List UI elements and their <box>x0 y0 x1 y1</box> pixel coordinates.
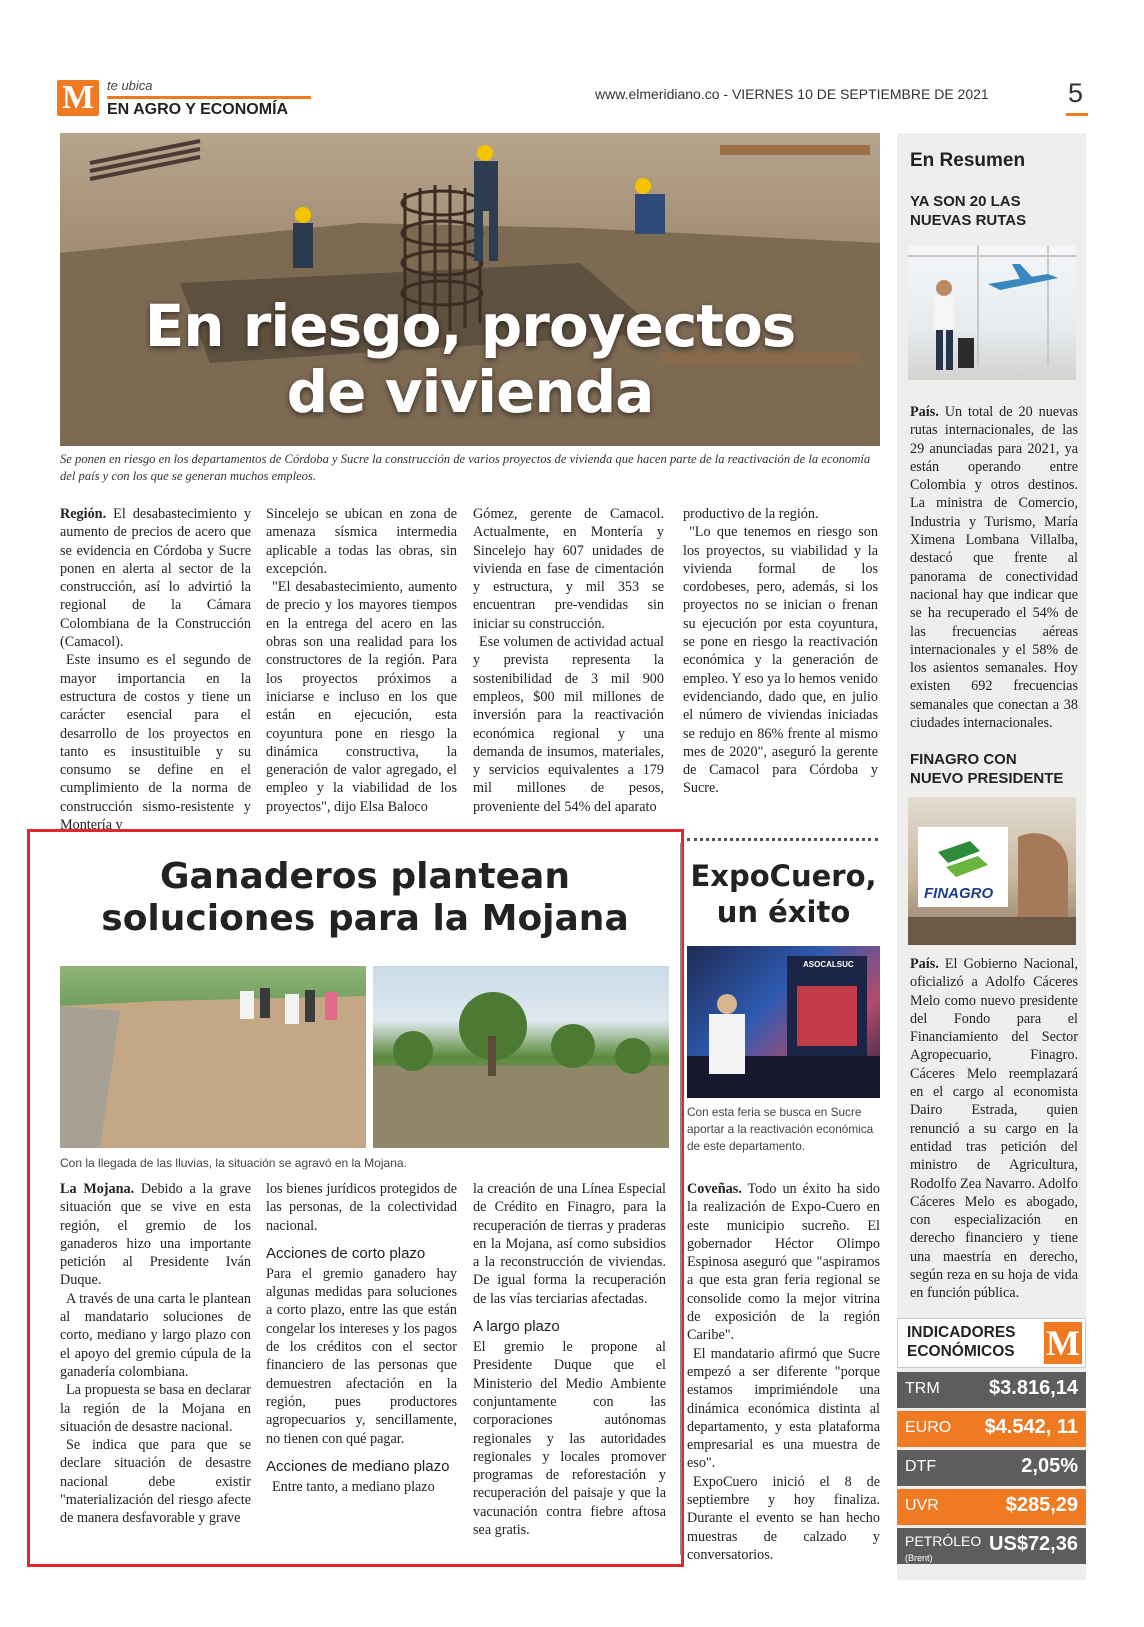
indicator-value: $4.542, 11 <box>984 1416 1078 1438</box>
sidebar-item1-headline-line2: NUEVAS RUTAS <box>910 212 1027 229</box>
indicators-logo: M <box>1044 1322 1082 1364</box>
page-number-rule <box>1066 113 1088 116</box>
lead-photo-caption: Se ponen en riesgo en los departamentos de Córdoba y Sucre la construcción de varios proyectos de vivienda que hacen parte de la reactivación de la economía del país y con los que se generan muchos empleos. <box>60 452 871 483</box>
lead-column-2 <box>266 505 457 816</box>
indicator-value: 2,05% <box>1021 1455 1078 1477</box>
indicator-row-euro <box>897 1411 1086 1447</box>
section-title: EN AGRO Y ECONOMÍA <box>107 101 289 118</box>
expocuero-column <box>687 1180 880 1564</box>
lead-column-4 <box>683 505 878 798</box>
indicators-title <box>907 1323 1016 1361</box>
sidebar-item2-headline-line2: NUEVO PRESIDENTE <box>910 770 1064 787</box>
lead-column-3 <box>473 505 664 816</box>
sidebar-title: En Resumen <box>910 150 1026 171</box>
lead-col3-p1: Gómez, gerente de Camacol. Actualmente, en Montería y Sincelejo hay 607 unidades de vivienda en fase de cimentación y estructura, y mil 353 se encuentran pre-vendidas sin iniciar su construcción. <box>473 506 664 632</box>
mojana-col1-p1: Debido a la grave situación que se vive en esta región, el gremio de los ganaderos hizo una importante petición al Presidente Iván Duque. <box>60 1181 252 1289</box>
sidebar-item1-body <box>910 403 1078 732</box>
lead-col3-p2: Ese volumen de actividad actual y prevista representa la sostenibilidad de 3 mil 900 empleos, $00 mil millones de inversión para la reactivación económica regional y una demanda de insumos, materiales, y servicios equivalentes a 179 mil millones de pesos, proveniente del 54% del aparato <box>473 634 664 815</box>
indicator-value: US$72,36 <box>989 1533 1078 1555</box>
lead-headline <box>60 293 880 425</box>
indicator-label: UVR <box>905 1497 939 1514</box>
lead-col4-p2: "Lo que tenemos en riesgo son los proyectos, su viabilidad y la vivienda formal de los cordobeses, pero, además, si los proyectos no se inician o frenan su ejecución por esta coyuntura, se pone en riesgo la reactivación económica y la generación de empleo. Y eso ya lo hemos venido evidenciando, dado que, en julio el número de viviendas iniciadas se redujo en 86% frente al mismo mes de 2020", aseguró la gerente de Camacol para Córdoba y Sucre. <box>683 524 878 797</box>
newspaper-logo: M <box>57 80 99 116</box>
sidebar-item1-headline <box>910 192 1026 230</box>
riverbank-people-photo <box>60 966 366 1148</box>
indicators-title-line2: ECONÓMICOS <box>907 1343 1015 1360</box>
indicator-row-petroleo <box>897 1528 1086 1564</box>
finagro-cattle-photo <box>908 797 1076 945</box>
indicator-label: DTF <box>905 1458 937 1475</box>
sidebar-item2-body <box>910 955 1078 1303</box>
mojana-dateline: La Mojana. <box>60 1181 135 1197</box>
mojana-headline <box>60 856 670 940</box>
lead-headline-line1: En riesgo, proyectos <box>144 292 796 360</box>
expocuero-event-photo <box>687 946 880 1098</box>
indicator-row-dtf <box>897 1450 1086 1486</box>
sidebar-item2-text: El Gobierno Nacional, oficializó a Adolfo Cáceres Melo como nuevo presidente del Fondo para el Financiamiento del Sector Agropecuario, Finagro. Cáceres Melo reemplazará en el cargo al economista Dairo Estrada, quien renunció a su cargo en la entidad tras petición del ministro de Agricultura, Rodolfo Zea Navarro. Adolfo Cáceres Melo es abogado, con especialización en derecho financiero y tiene una maestría en derecho, según reza en su hoja de vida en función pública. <box>910 956 1078 1302</box>
mojana-col1-p2: A través de una carta le plantean al mandatario soluciones de corto, mediano y largo plazo con el apoyo del gremio cúpula de la ganadería colombiana. <box>60 1290 251 1380</box>
lead-col2-p2: "El desabastecimiento, aumento de precio y los mayores tiempos en la entrega del acero en las obras son una realidad para los constructores de la región. Para los proyectos próximos a iniciarse e incluso en los que están en ejecución, esta coyuntura pone en riesgo la dinámica constructiva, la generación de valor agregado, el empleo y la viabilidad de los proyectos", dijo Elsa Baloco <box>266 579 457 815</box>
lead-dateline: Región. <box>60 506 107 522</box>
mojana-col1-p4: Se indica que para que se declare situación de desastre nacional debe existir "materialización del riesgo afecte de manera desfavorable y grave <box>60 1437 251 1527</box>
expocuero-p1: Todo un éxito ha sido la realización de Expo-Cuero en este municipio sucreño. El gobernador Héctor Olimpo Espinosa aseguró que "aspiramos a que esta gran feria regional se consolide como la mejor vitrina de exposición de la región Caribe". <box>687 1181 880 1344</box>
column-rule <box>680 843 682 1555</box>
mojana-column-1 <box>60 1180 251 1528</box>
indicator-label: EURO <box>905 1419 952 1436</box>
lead-col4-p1: productivo de la región. <box>683 506 819 522</box>
indicator-value: $3.816,14 <box>989 1377 1078 1399</box>
lead-col1-p2: Este insumo es el segundo de mayor importancia en la estructura de costos y tiene un carácter esencial para el desarrollo de los proyectos en tanto es insustituible y su consumo se define en el cumplimiento de la norma de construcción sismo-resistente y Montería y <box>60 652 251 834</box>
event-sign: ASOCALSUC <box>803 960 854 969</box>
sidebar-item2-dateline: País. <box>910 956 939 972</box>
mojana-subhead-mid-term: Acciones de mediano plazo <box>266 1457 450 1475</box>
sidebar-item1-text: Un total de 20 nuevas rutas internacionales, de las 29 anunciadas para 2021, ya están operando entre Colombia y otros destinos. La ministra de Comercio, Industria y Turismo, María Ximena Lombana Villalba, destacó que frente al panorama de conectividad nacional hay que indicar que se ha recuperado el 54% de las frecuencias aéreas internacionales y el 58% de los asientos semanales. Hoy existen 692 frecuencias semanales que conectan a 38 ciudades internacionales. <box>910 404 1078 732</box>
indicator-sublabel: (Brent) <box>905 1553 933 1563</box>
mojana-col2-p2: Para el gremio ganadero hay algunas medidas para soluciones a corto plazo, entre las que están congelar los intereses y los pagos de los créditos con el sector financiero de las personas que demuestren afectación en la región, pues productores agropecuarios y, sencillamente, no tienen con qué pagar. <box>266 1265 457 1447</box>
indicator-value: $285,29 <box>1005 1494 1078 1516</box>
expocuero-p3: ExpoCuero inició el 8 de septiembre y hoy finaliza. Durante el evento se han hecho muestras de calzado y conversatorios. <box>687 1473 880 1563</box>
sidebar-item1-headline-line1: YA SON 20 LAS <box>910 193 1021 210</box>
lead-col1-p1: El desabastecimiento y aumento de precios de acero que se evidencia en Córdoba y Sucre ponen en alerta al sector de la construcción, así lo advirtió la regional de la Cámara Colombiana de la Construcción (Camacol). <box>60 506 251 651</box>
expocuero-headline-line1: ExpoCuero, <box>690 859 877 893</box>
mojana-col2-p3: Entre tanto, a mediano plazo <box>272 1478 435 1495</box>
mojana-subhead-long-term: A largo plazo <box>473 1318 560 1336</box>
indicator-label: TRM <box>905 1380 940 1397</box>
mojana-headline-line2: soluciones para la Mojana <box>101 898 629 939</box>
mojana-col2-p1: los bienes jurídicos protegidos de las personas, de la colectividad nacional. <box>266 1181 457 1234</box>
expocuero-headline-line2: un éxito <box>716 895 851 929</box>
page-number: 5 <box>1068 78 1084 108</box>
indicators-title-line1: INDICADORES <box>907 1324 1016 1341</box>
sidebar-item2-headline-line1: FINAGRO CON <box>910 751 1017 768</box>
mojana-headline-line1: Ganaderos plantean <box>160 856 570 897</box>
mojana-col1-p3: La propuesta se basa en declarar la región de la Mojana en situación de desastre nacional. <box>60 1382 251 1435</box>
lead-column-1 <box>60 505 251 834</box>
flooded-trees-photo <box>373 966 669 1148</box>
finagro-logo-text: FINAGRO <box>924 885 994 902</box>
header-rule <box>107 96 311 99</box>
mojana-col3-p1: la creación de una Línea Especial de Crédito en Finagro, para la recuperación de tierras y praderas en la Mojana, así como subsidios a la reconstrucción de viviendas. De igual forma la recuperación de las vías terciarias afectadas. <box>473 1181 666 1307</box>
mojana-column-2 <box>266 1180 457 1496</box>
header-tagline: te ubica <box>107 78 153 93</box>
expocuero-dateline: Coveñas. <box>687 1181 742 1197</box>
lead-headline-line2: de vivienda <box>286 358 654 426</box>
expocuero-p2: El mandatario afirmó que Sucre empezó a ser diferente "porque estamos imprimiéndole una dinámica económica distinta al departamento, y esta plataforma empresarial es una muestra de eso". <box>687 1345 880 1472</box>
lead-col2-p1: Sincelejo se ubican en zona de amenaza sísmica intermedia aplicable a todas las obras, sin excepción. <box>266 506 457 577</box>
indicator-row-trm <box>897 1372 1086 1408</box>
mojana-col3-p2: El gremio le propone al Presidente Duque que el Ministerio del Medio Ambiente conjuntamente con las corporaciones autónomas regionales y las autoridades regionales y locales promover programas de reforestación y recuperación del paisaje y que la vacunación contra fiebre aftosa sea gratis. <box>473 1339 666 1539</box>
expocuero-photo-caption: Con esta feria se busca en Sucre aportar a la reactivación económica de este departamento. <box>687 1105 874 1153</box>
sidebar-item1-dateline: País. <box>910 404 939 420</box>
sidebar-item2-headline <box>910 750 1063 788</box>
section-divider <box>687 838 878 841</box>
indicator-row-uvr <box>897 1489 1086 1525</box>
mojana-photo-caption: Con la llegada de las lluvias, la situación se agravó en la Mojana. <box>60 1156 407 1170</box>
traveler-airport-photo <box>908 246 1076 380</box>
site-and-date: www.elmeridiano.co - VIERNES 10 DE SEPTIEMBRE DE 2021 <box>595 86 989 102</box>
indicator-label: PETRÓLEO <box>905 1533 982 1549</box>
construction-site-photo <box>60 133 880 446</box>
mojana-subhead-short-term: Acciones de corto plazo <box>266 1244 426 1262</box>
expocuero-headline <box>687 858 880 930</box>
mojana-column-3 <box>473 1180 666 1539</box>
